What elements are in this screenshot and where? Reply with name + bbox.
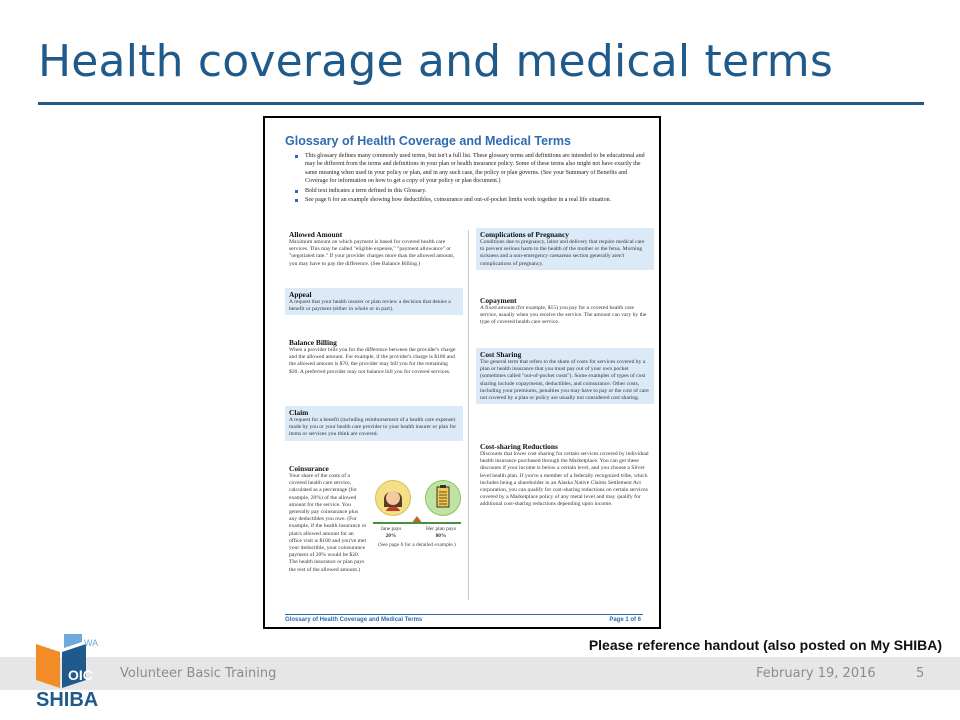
term-definition: The general term that refers to the share of costs for services covered by a plan or health insurance that you must pay out of your own pocket (sometimes called "out-of-pocket costs"). Some examples of types of cost sharing include copayments, deductibles, and coinsurance. Other costs, including your premiums, penalties you may have to pay or the cost of care not covered by a plan or policy are usually not considered cost sharing. bbox=[480, 359, 649, 402]
plan-document-icon bbox=[425, 480, 461, 516]
caption-line: Jane pays bbox=[380, 526, 402, 532]
handout-image-frame bbox=[263, 116, 661, 629]
title-underline bbox=[38, 102, 924, 105]
document-title: Glossary of Health Coverage and Medical Terms bbox=[285, 134, 571, 148]
term-claim bbox=[285, 406, 463, 441]
intro-bullets bbox=[293, 152, 645, 205]
handout-note: Please reference handout (also posted on My SHIBA) bbox=[588, 637, 942, 653]
slide-title: Health coverage and medical terms bbox=[38, 36, 833, 87]
term-name: Cost-sharing Reductions bbox=[480, 442, 558, 451]
term-definition: Maximum amount on which payment is based for covered health care services. This may be called "eligible expense," "payment allowance" or "negotiated rate." If your provider charges more than the allowed amount, you may have to pay the difference. (See Balance Billing.) bbox=[289, 239, 455, 267]
coinsurance-illustration bbox=[369, 478, 465, 558]
document-page-number: Page 1 of 6 bbox=[609, 617, 641, 623]
term-appeal bbox=[285, 288, 463, 315]
term-coinsurance bbox=[285, 462, 463, 576]
term-definition: A fixed amount (for example, $15) you pay for a covered health care service, usually when you receive the service. The amount can vary by the type of covered health care service. bbox=[480, 305, 647, 326]
document-footer-title: Glossary of Health Coverage and Medical Terms bbox=[285, 617, 423, 623]
svg-text:WA: WA bbox=[84, 638, 99, 648]
term-allowed-amount bbox=[285, 228, 463, 270]
term-name: Complications of Pregnancy bbox=[480, 230, 569, 239]
term-complications-of-pregnancy bbox=[476, 228, 654, 270]
term-definition: A request that your health insurer or plan review a decision that denies a benefit or payment (either in whole or in part). bbox=[289, 299, 451, 313]
svg-text:SHIBA: SHIBA bbox=[36, 689, 99, 710]
document-footer-rule bbox=[285, 614, 643, 615]
illustration-note: (See page 6 for a detailed example.) bbox=[378, 542, 456, 548]
intro-bullet: This glossary defines many commonly used terms, but isn't a full list. These glossary terms and definitions are intended to be educational and may be different from the terms and definitions in your plan or health insurance policy. Some of these terms also might not have exactly the same meaning when used in your policy or plan, and in any such case, the policy or plan governs. (See your Summary of Benefits and Coverage for information on how to get a copy of your policy or plan document.) bbox=[293, 152, 645, 186]
person-icon bbox=[375, 480, 411, 516]
term-cost-sharing bbox=[476, 348, 654, 404]
term-definition: Conditions due to pregnancy, labor and delivery that require medical care to prevent serious harm to the health of the mother or the fetus. Morning sickness and a non-emergency caesarean section generally aren't complications of pregnancy. bbox=[480, 239, 645, 267]
term-name: Coinsurance bbox=[289, 464, 329, 473]
column-divider bbox=[468, 230, 469, 600]
term-balance-billing bbox=[285, 336, 463, 378]
term-name: Cost Sharing bbox=[480, 350, 522, 359]
scale-beam bbox=[373, 522, 461, 524]
term-name: Claim bbox=[289, 408, 309, 417]
caption-line: Her plan pays bbox=[426, 526, 456, 532]
footer-date: February 19, 2016 bbox=[756, 666, 876, 681]
jane-pays-caption bbox=[371, 526, 411, 539]
term-definition: Your share of the costs of a covered health care service, calculated as a percentage (for example, 20%) of the allowed amount for the service. You generally pay coinsurance plus any deductibles you owe. (For example, if the health insurance or plan's allowed amount for an office visit is $100 and you've met your deductible, your coinsurance payment of 20% would be $20. The health insurance or plan pays the rest of the allowed amount.) bbox=[289, 473, 367, 573]
term-name: Copayment bbox=[480, 296, 517, 305]
term-name: Balance Billing bbox=[289, 338, 337, 347]
term-definition: When a provider bills you for the difference between the provider's charge and the allowed amount. For example, if the provider's charge is $100 and the allowed amount is $70, the provider may bill you for the remaining $30. A preferred provider may not balance bill you for covered services. bbox=[289, 347, 456, 375]
plan-pays-caption bbox=[421, 526, 461, 539]
intro-bullet: Bold text indicates a term defined in this Glossary. bbox=[293, 187, 645, 195]
caption-percent: 80% bbox=[435, 532, 447, 539]
svg-text:OIC: OIC bbox=[68, 667, 93, 683]
term-cost-sharing-reductions bbox=[476, 440, 654, 511]
term-name: Allowed Amount bbox=[289, 230, 343, 239]
intro-bullet: See page 6 for an example showing how deductibles, coinsurance and out-of-pocket limits work together in a real life situation. bbox=[293, 196, 645, 204]
term-definition: A request for a benefit (including reimbursement of a health care expense) made by you or your health care provider to your health insurer or plan for items or services you think are covered. bbox=[289, 417, 457, 438]
wa-oic-shiba-logo bbox=[34, 630, 108, 710]
footer-course-name: Volunteer Basic Training bbox=[120, 666, 277, 681]
glossary-document bbox=[265, 118, 659, 627]
term-copayment bbox=[476, 294, 654, 329]
slide-number: 5 bbox=[916, 666, 925, 681]
term-name: Appeal bbox=[289, 290, 312, 299]
term-definition: Discounts that lower cost sharing for certain services covered by individual health insurance purchased through the Marketplace. You can get these discounts if your income is below a certain level, and you choose a Silver level health plan. If you're a member of a federally recognized tribe, which includes being a shareholder in an Alaska Native Claims Settlement Act corporation, you can qualify for cost-sharing reductions on certain services covered by a Marketplace policy of any metal level and may qualify for additional cost-sharing reductions depending upon income. bbox=[480, 451, 649, 508]
caption-percent: 20% bbox=[385, 532, 397, 539]
